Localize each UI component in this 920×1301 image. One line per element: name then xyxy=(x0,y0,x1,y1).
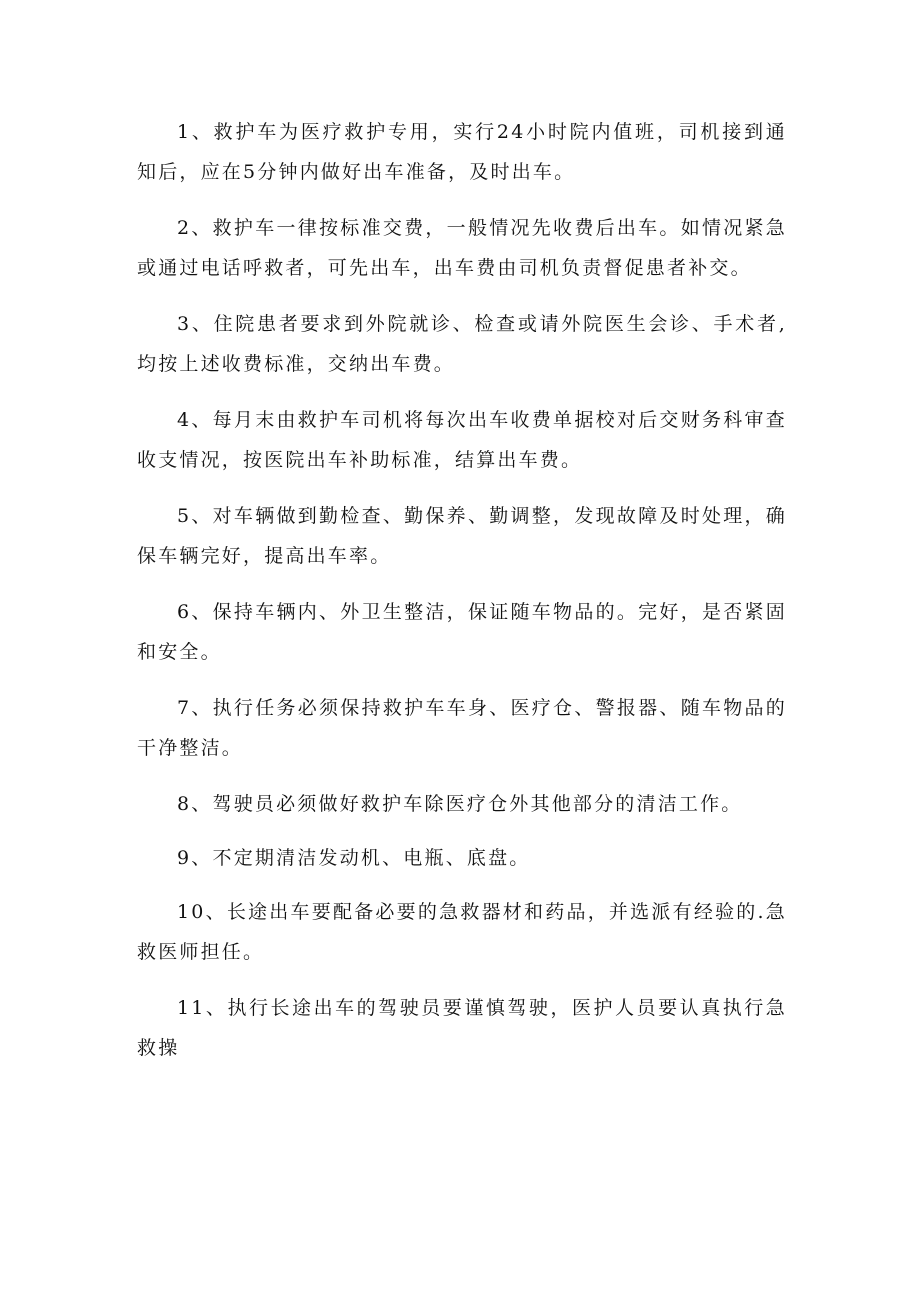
paragraph-9: 9、不定期清洁发动机、电瓶、底盘。 xyxy=(177,847,531,869)
paragraph-1: 1、救护车为医疗救护专用，实行24小时院内值班，司机接到通知后，应在5分钟内做好出车准备，及时出车。 xyxy=(137,121,787,183)
paragraph-3: 3、住院患者要求到外院就诊、检查或请外院医生会诊、手术者,均按上述收费标准，交纳出车费。 xyxy=(137,313,787,375)
document-body xyxy=(137,112,787,1084)
paragraph-4: 4、每月末由救护车司机将每次出车收费单据校对后交财务科审查收支情况，按医院出车补助标准，结算出车费。 xyxy=(137,409,787,471)
paragraph-11: 11、执行长途出车的驾驶员要谨慎驾驶，医护人员要认真执行急救操 xyxy=(137,997,787,1059)
paragraph-8: 8、驾驶员必须做好救护车除医疗仓外其他部分的清洁工作。 xyxy=(177,793,743,815)
paragraph-2: 2、救护车一律按标准交费，一般情况先收费后出车。如情况紧急或通过电话呼救者，可先出车，出车费由司机负责督促患者补交。 xyxy=(137,217,787,279)
paragraph-5: 5、对车辆做到勤检查、勤保养、勤调整，发现故障及时处理，确保车辆完好，提高出车率。 xyxy=(137,505,787,567)
paragraph-10: 10、长途出车要配备必要的急救器材和药品，并选派有经验的.急救医师担任。 xyxy=(137,901,787,963)
paragraph-7: 7、执行任务必须保持救护车车身、医疗仓、警报器、随车物品的干净整洁。 xyxy=(137,697,787,759)
paragraph-6: 6、保持车辆内、外卫生整洁，保证随车物品的。完好，是否紧固和安全。 xyxy=(137,601,787,663)
